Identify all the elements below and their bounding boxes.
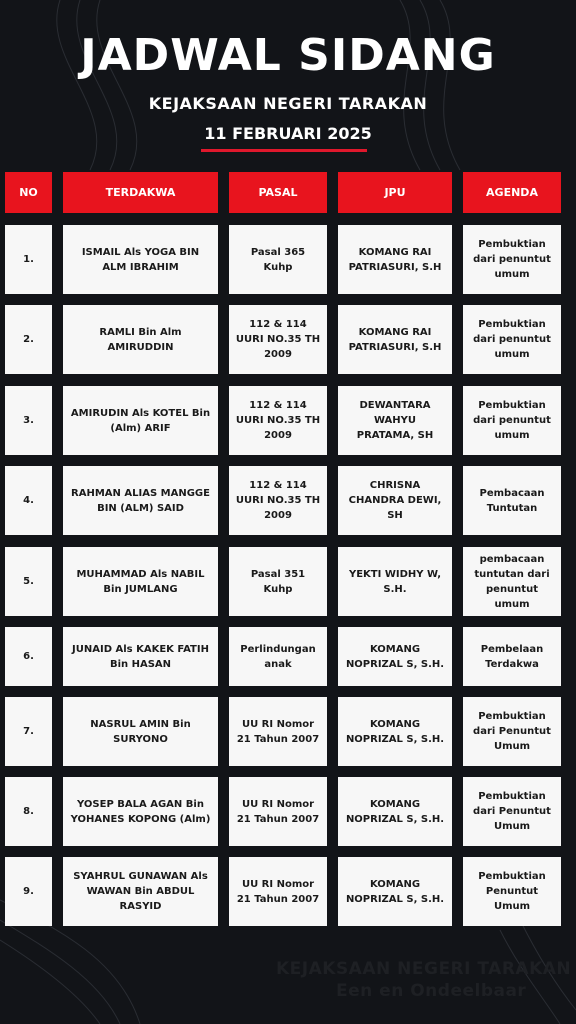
cell-no-text: 5. (23, 576, 34, 587)
cell-pasal (229, 777, 327, 846)
cell-jpu (338, 697, 452, 766)
cell-pasal (229, 305, 327, 374)
cell-no-text: 4. (23, 495, 34, 506)
cell-no-text: 6. (23, 651, 34, 662)
cell-jpu (338, 777, 452, 846)
cell-jpu-text: YEKTI WIDHY W, S.H. (348, 568, 441, 595)
cell-jpu-text: KOMANG RAI PATRIASURI, S.H (348, 246, 442, 273)
cell-terdakwa-text: JUNAID Als KAKEK FATIH Bin HASAN (72, 643, 209, 670)
cell-agenda (463, 466, 561, 535)
cell-terdakwa (63, 697, 218, 766)
cell-terdakwa (63, 386, 218, 455)
cell-agenda (463, 627, 561, 686)
cell-no (5, 305, 52, 374)
cell-terdakwa-text: AMIRUDIN Als KOTEL Bin (Alm) ARIF (70, 407, 211, 434)
cell-terdakwa (63, 547, 218, 616)
cell-agenda (463, 386, 561, 455)
institution-subtitle: KEJAKSAAN NEGERI TARAKAN (148, 94, 428, 113)
cell-terdakwa (63, 627, 218, 686)
cell-jpu (338, 857, 452, 926)
cell-terdakwa-text: RAHMAN ALIAS MANGGE BIN (ALM) SAID (71, 487, 210, 514)
cell-pasal (229, 627, 327, 686)
cell-agenda (463, 225, 561, 294)
cell-jpu (338, 386, 452, 455)
cell-pasal-text: UU RI Nomor 21 Tahun 2007 (236, 798, 320, 825)
cell-agenda-text: Pembuktian dari Penuntut Umum (473, 711, 551, 752)
cell-no (5, 857, 52, 926)
cell-jpu (338, 466, 452, 535)
page-title: JADWAL SIDANG (80, 30, 496, 81)
cell-agenda-text: Pembuktian Penuntut Umum (478, 871, 546, 912)
cell-jpu-text: CHRISNA CHANDRA DEWI, SH (348, 480, 442, 521)
cell-no (5, 627, 52, 686)
cell-no (5, 697, 52, 766)
cell-agenda (463, 305, 561, 374)
cell-no-text: 1. (23, 254, 34, 265)
cell-pasal (229, 857, 327, 926)
cell-no-text: 9. (23, 886, 34, 897)
cell-agenda (463, 547, 561, 616)
column-header-jpu: JPU (338, 172, 452, 213)
cell-jpu-text: DEWANTARA WAHYU PRATAMA, SH (356, 400, 434, 441)
cell-pasal (229, 466, 327, 535)
cell-pasal-text: UU RI Nomor 21 Tahun 2007 (236, 718, 320, 745)
column-header-agenda: AGENDA (463, 172, 561, 213)
cell-terdakwa-text: MUHAMMAD Als NABIL Bin JUMLANG (76, 568, 205, 595)
watermark-line-1: KEJAKSAAN NEGERI TARAKAN (276, 959, 572, 979)
cell-no (5, 386, 52, 455)
cell-no-text: 8. (23, 806, 34, 817)
cell-terdakwa-text: NASRUL AMIN Bin SURYONO (90, 718, 191, 745)
cell-jpu-text: KOMANG NOPRIZAL S, S.H. (345, 718, 445, 745)
background-watermark (276, 958, 571, 1002)
cell-pasal-text: UU RI Nomor 21 Tahun 2007 (236, 878, 320, 905)
cell-pasal-text: Perlindungan anak (240, 643, 316, 670)
schedule-date: 11 FEBRUARI 2025 (204, 124, 372, 143)
cell-agenda (463, 777, 561, 846)
cell-pasal (229, 225, 327, 294)
cell-pasal-text: 112 & 114 UURI NO.35 TH 2009 (235, 319, 321, 360)
cell-no (5, 777, 52, 846)
cell-terdakwa-text: YOSEP BALA AGAN Bin YOHANES KOPONG (Alm) (70, 798, 211, 825)
cell-pasal-text: 112 & 114 UURI NO.35 TH 2009 (235, 480, 321, 521)
cell-no (5, 466, 52, 535)
cell-jpu-text: KOMANG NOPRIZAL S, S.H. (345, 643, 445, 670)
cell-pasal (229, 697, 327, 766)
cell-agenda-text: Pembuktian dari Penuntut Umum (473, 791, 551, 832)
cell-pasal-text: Pasal 351 Kuhp (250, 568, 306, 595)
cell-no (5, 225, 52, 294)
cell-jpu (338, 547, 452, 616)
cell-terdakwa (63, 777, 218, 846)
cell-no-text: 7. (23, 726, 34, 737)
cell-terdakwa-text: ISMAIL Als YOGA BIN ALM IBRAHIM (81, 246, 200, 273)
cell-terdakwa (63, 466, 218, 535)
watermark-line-2: Een en Ondeelbaar (336, 981, 527, 1001)
cell-jpu (338, 305, 452, 374)
date-underline (201, 149, 367, 152)
cell-jpu-text: KOMANG NOPRIZAL S, S.H. (345, 878, 445, 905)
cell-agenda-text: Pembuktian dari penuntut umum (473, 400, 551, 441)
cell-jpu-text: KOMANG RAI PATRIASURI, S.H (348, 326, 442, 353)
cell-no-text: 2. (23, 334, 34, 345)
cell-pasal (229, 547, 327, 616)
cell-agenda-text: Pembacaan Tuntutan (479, 487, 545, 514)
cell-jpu (338, 225, 452, 294)
column-header-pasal: PASAL (229, 172, 327, 213)
cell-terdakwa (63, 857, 218, 926)
cell-no-text: 3. (23, 415, 34, 426)
cell-agenda-text: Pembuktian dari penuntut umum (473, 319, 551, 360)
cell-agenda-text: Pembelaan Terdakwa (480, 643, 544, 670)
cell-agenda (463, 697, 561, 766)
cell-agenda-text: pembacaan tuntutan dari penuntut umum (474, 553, 550, 610)
cell-terdakwa-text: SYAHRUL GUNAWAN Als WAWAN Bin ABDUL RASYID (73, 871, 208, 912)
cell-jpu (338, 627, 452, 686)
column-header-terdakwa: TERDAKWA (63, 172, 218, 213)
column-header-no: NO (5, 172, 52, 213)
cell-pasal (229, 386, 327, 455)
cell-no (5, 547, 52, 616)
cell-pasal-text: 112 & 114 UURI NO.35 TH 2009 (235, 400, 321, 441)
cell-terdakwa (63, 225, 218, 294)
cell-agenda (463, 857, 561, 926)
cell-terdakwa-text: RAMLI Bin Alm AMIRUDDIN (99, 326, 182, 353)
cell-agenda-text: Pembuktian dari penuntut umum (473, 239, 551, 280)
cell-pasal-text: Pasal 365 Kuhp (250, 246, 306, 273)
cell-jpu-text: KOMANG NOPRIZAL S, S.H. (345, 798, 445, 825)
cell-terdakwa (63, 305, 218, 374)
